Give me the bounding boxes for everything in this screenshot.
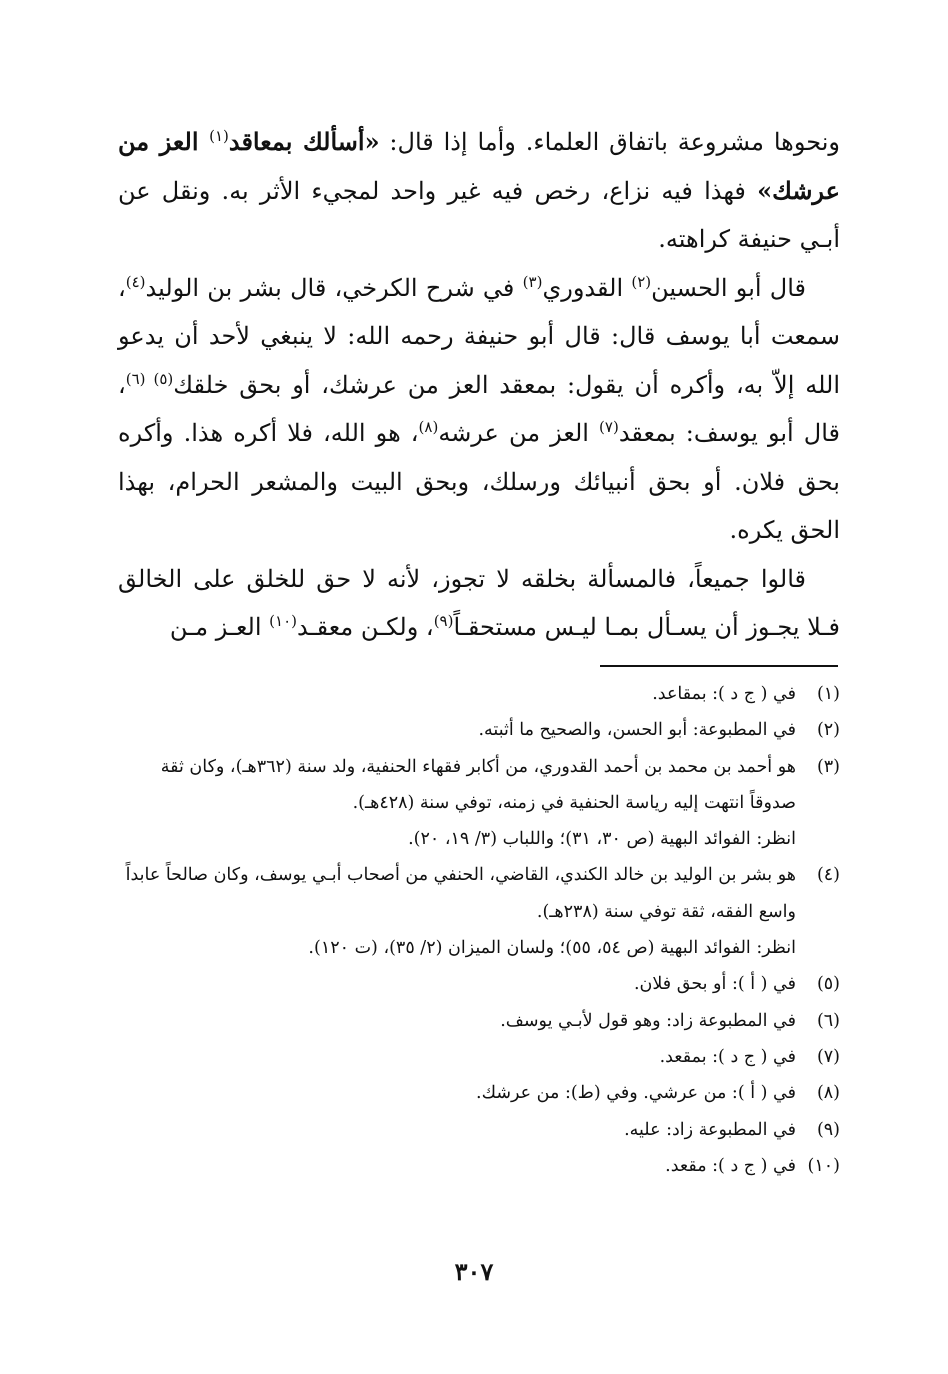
footnote-number: (٢) <box>816 720 840 741</box>
paragraph-3 <box>118 555 840 652</box>
text-run: ، هو الله، فلا أكره هذا. وأكره بحق فلان. أو بحق أنبيائك ورسلك، وبحق البيت والمشعر الحرام، بهذا الحق يكره. <box>118 419 840 544</box>
footnote-6 <box>118 1003 840 1039</box>
main-text-block <box>118 118 840 652</box>
footnote-2 <box>118 712 840 748</box>
footnote-text: هو بشر بن الوليد بن خالد الكندي، القاضي، الحنفي من أصحاب أبـي يوسف، وكان صالحاً عابداً واسع الفقه، ثقة توفي سنة (٢٣٨هـ). <box>125 865 796 922</box>
footnote-9 <box>118 1112 840 1148</box>
footnote-text: في المطبوعة زاد: وهو قول لأبـي يوسف. <box>500 1010 796 1031</box>
footnote-text: في ( أ ): من عرشي. وفي (ط): من عرشك. <box>476 1083 796 1104</box>
footnote-number: (٦) <box>816 1010 840 1031</box>
text-run: ، سمعت أبا يوسف قال: قال أبو حنيفة رحمه الله: لا ينبغي لأحد أن يدعو الله إلاّ به، وأكره أن يقول: بمعقد العز من عرشك، أو بحق خلقك <box>118 273 841 399</box>
footnotes-block <box>118 676 840 1184</box>
text-run: القدوري <box>542 273 632 302</box>
footnote-ref-1[interactable]: (١) <box>209 127 229 145</box>
text-run: العز من عرشه <box>438 419 600 447</box>
page-number: ٣٠٧ <box>454 1257 494 1286</box>
footnote-text: في ( ج د ): بمقعد. <box>659 1046 796 1067</box>
footnote-reference-line: انظر: الفوائد البهية (ص ٥٤، ٥٥)؛ ولسان الميزان (٢/ ٣٥)، (ت ١٢٠). <box>308 938 796 959</box>
quote-bold: العز من عرشك» <box>118 127 840 205</box>
footnote-number: (٧) <box>816 1046 840 1067</box>
footnote-ref-2[interactable]: (٢) <box>631 272 652 291</box>
text-run: في شرح الكرخي، قال بشر بن الوليد <box>145 273 523 302</box>
footnote-number: (١٠) <box>807 1155 840 1176</box>
footnote-ref-10[interactable]: (١٠) <box>269 612 298 630</box>
footnote-ref-8[interactable]: (٨) <box>418 418 439 436</box>
footnote-number: (٣) <box>816 756 840 777</box>
footnote-7 <box>118 1039 840 1075</box>
footnote-number: (٩) <box>816 1119 840 1140</box>
footnote-ref-7[interactable]: (٧) <box>599 418 619 436</box>
footnote-8 <box>118 1075 840 1111</box>
footnote-text: هو أحمد بن محمد بن أحمد القدوري، من أكابر فقهاء الحنفية، ولد سنة (٣٦٢هـ)، وكان ثقة صدوقاً انتهت إليه رياسة الحنفية في زمنه، توفي سنة (٤٢٨هـ). <box>160 756 796 813</box>
footnote-reference-line: انظر: الفوائد البهية (ص ٣٠، ٣١)؛ واللباب (٣/ ١٩، ٢٠). <box>408 829 796 850</box>
footnote-ref-6[interactable]: (٦) <box>125 369 154 388</box>
text-run: العـز مـن <box>169 613 270 641</box>
footnote-separator <box>600 665 838 667</box>
footnote-ref-9[interactable]: (٩) <box>433 612 454 630</box>
footnote-3 <box>118 749 840 858</box>
text-run: ، ولكـن معقـد <box>297 613 434 641</box>
footnote-number: (٨) <box>816 1083 840 1104</box>
text-run: فهذا فيه نزاع، رخص فيه غير واحد لمجيء الأثر به. ونقل عن أبـي حنيفة كراهته. <box>118 176 840 253</box>
paragraph-1 <box>118 118 840 264</box>
footnote-text: في المطبوعة: أبو الحسن، والصحيح ما أثبته. <box>478 720 796 741</box>
quote-bold: «أسألك بمعاقد <box>228 127 380 156</box>
footnote-number: (٥) <box>816 974 840 995</box>
footnote-text: في ( أ ): أو بحق فلان. <box>633 974 796 995</box>
footnote-text: في المطبوعة زاد: عليه. <box>624 1119 796 1140</box>
text-run: قالوا جميعاً، فالمسألة بخلقه لا تجوز، لأنه لا حق للخلق على الخالق فـلا يجـوز أن يسـأل بمـا ليـس مستحقـاً <box>118 564 840 641</box>
footnote-10 <box>118 1148 840 1184</box>
footnote-ref-4[interactable]: (٤) <box>125 272 146 291</box>
footnote-number: (٤) <box>816 865 840 886</box>
footnote-5 <box>118 966 840 1002</box>
text-run: ، قال أبو يوسف: بمعقد <box>118 370 840 447</box>
footnote-text: في ( ج د ): مقعد. <box>665 1155 796 1176</box>
footnote-text: في ( ج د ): بمقاعد. <box>652 684 796 704</box>
text-run: ونحوها مشروعة باتفاق العلماء. وأما إذا قال: <box>379 128 841 156</box>
footnote-4 <box>118 857 840 966</box>
footnote-number: (١) <box>816 684 840 704</box>
text-run: قال أبو الحسين <box>651 273 807 302</box>
paragraph-2 <box>118 264 840 555</box>
footnote-ref-3[interactable]: (٣) <box>522 272 543 291</box>
footnote-ref-5[interactable]: (٥) <box>153 369 174 388</box>
footnote-1 <box>118 676 840 712</box>
